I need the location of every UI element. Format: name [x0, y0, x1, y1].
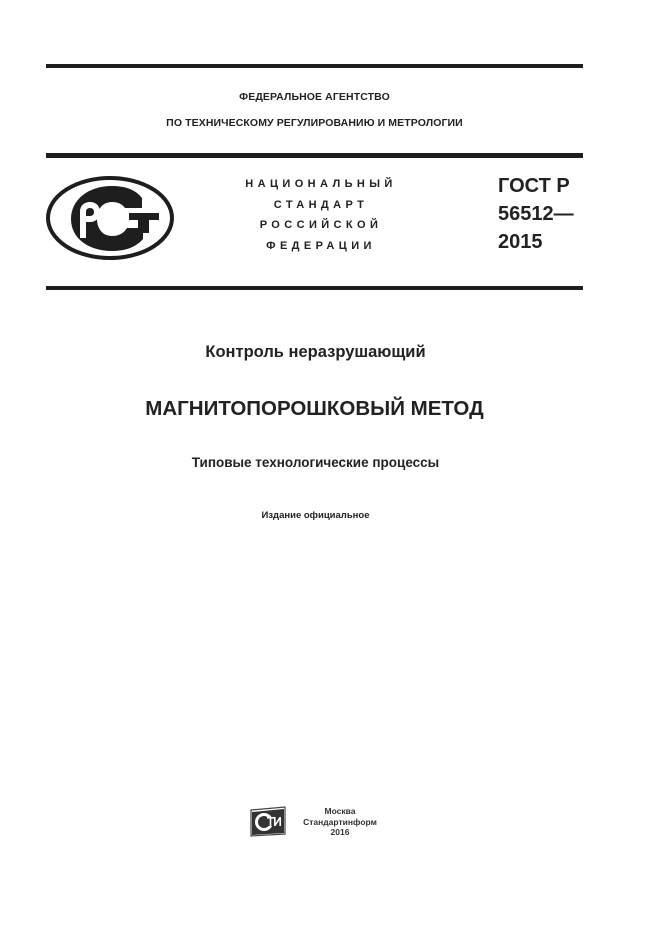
publisher-city: Москва: [324, 806, 356, 816]
agency-name-line-1: ФЕДЕРАЛЬНОЕ АГЕНТСТВО: [239, 91, 390, 103]
standartinform-logo-icon: [249, 806, 289, 838]
national-standard-label: [226, 174, 416, 256]
national-standard-line: СТАНДАРТ: [273, 198, 369, 211]
publication-year: 2016: [330, 827, 350, 837]
standard-designation: [498, 172, 574, 256]
publisher-name: Стандартинформ: [303, 816, 377, 827]
agency-name-line-2: ПО ТЕХНИЧЕСКОМУ РЕГУЛИРОВАНИЮ И МЕТРОЛОГИИ: [166, 117, 463, 129]
designation-line-2: 56512—: [498, 203, 574, 225]
header-rule: [46, 153, 583, 158]
designation-line-1: ГОСТ Р: [498, 175, 570, 197]
national-standard-line: НАЦИОНАЛЬНЫЙ: [245, 178, 397, 190]
designation-line-3: 2015: [498, 231, 543, 253]
edition-label: Издание официальное: [261, 510, 370, 521]
document-title: МАГНИТОПОРОШКОВЫЙ МЕТОД: [145, 397, 484, 420]
national-standard-line: РОССИЙСКОЙ: [259, 219, 383, 231]
document-category: Контроль неразрушающий: [205, 343, 426, 361]
publisher-logo: [249, 806, 289, 838]
publisher-info: [300, 806, 380, 838]
gost-r-certification-mark-icon: [46, 176, 176, 262]
national-standard-line: ФЕДЕРАЦИИ: [266, 239, 376, 252]
gost-r-logo: [46, 176, 176, 262]
document-subtitle: Типовые технологические процессы: [191, 455, 440, 470]
title-block-rule: [46, 286, 583, 290]
top-rule: [46, 64, 583, 68]
